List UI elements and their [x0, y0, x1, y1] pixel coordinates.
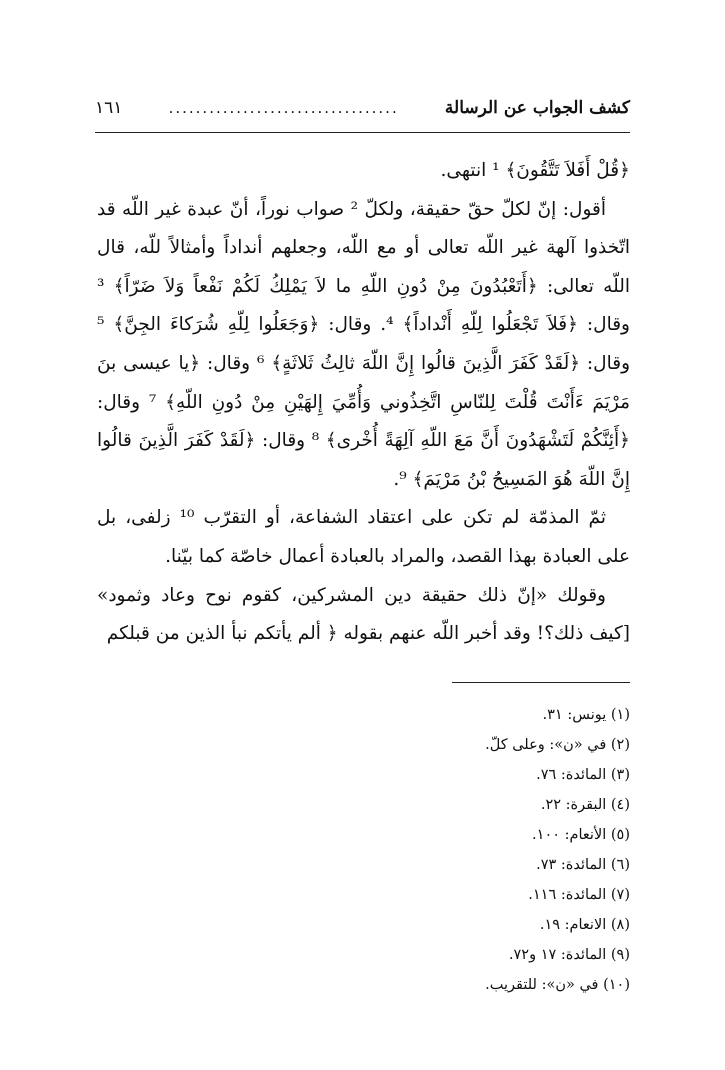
- footnote: (٨) الانعام: ١٩.: [539, 917, 630, 933]
- paragraph-4: وقولك «إنّ ذلك حقيقة دين المشركين، كقوم نوح وعاد وثمود» [كيف ذلك؟! وقد أخبر اللّه عنهم بقوله ﴿ ألم يأتكم نبأ الذين من قبلكم: [97, 584, 630, 645]
- footnote: (٤) البقرة: ٢٢.: [540, 797, 630, 813]
- footnote: (٧) المائدة: ١١٦.: [528, 887, 630, 903]
- footnote: (٣) المائدة: ٧٦.: [536, 767, 630, 783]
- footnote: (١٠) في «ن»: للتقريب.: [485, 977, 630, 993]
- footnotes: [260, 700, 630, 1000]
- footnote-separator: [452, 682, 630, 683]
- footnote: (٢) في «ن»: وعلى كلّ.: [485, 737, 630, 753]
- dot-leader: ..................................: [168, 99, 399, 117]
- running-title: كشف الجواب عن الرسالة: [444, 98, 630, 118]
- page-number: ١٦١: [95, 98, 123, 118]
- main-text: [97, 152, 630, 654]
- footnote: (٩) المائدة: ١٧ و٧٢.: [508, 947, 630, 963]
- paragraph-3: ثمّ المذمّة لم تكن على اعتقاد الشفاعة، أو التقرّب ¹⁰ زلفى، بل على العبادة بهذا القصد، والمراد بالعبادة أعمال خاصّة كما بيّنا.: [97, 507, 630, 567]
- running-header: [95, 98, 630, 133]
- footnote: (٦) المائدة: ٧٣.: [536, 857, 630, 873]
- footnote: (٥) الأنعام: ١٠٠.: [532, 827, 630, 843]
- paragraph-2: أقول: إنّ لكلّ حقّ حقيقة، ولكلّ ² صواب نوراً، أنّ عبدة غير اللّه قد اتّخذوا آلهة غير اللّه تعالى أو مع اللّه، وجعلهم أنداداً وأمثالاً للّه، قال اللّه تعالى: ﴿أَتَعْبُدُونَ مِنْ دُونِ اللّهِ ما لاَ يَمْلِكُ لَكُمْ نَفْعاً وَلاَ ضَرّاً﴾ ³ وقال: ﴿فَلاَ تَجْعَلُوا لِلّهِ أَنْداداً﴾ ⁴. وقال: ﴿وَجَعَلُوا لِلّهِ شُرَكاءَ الجِنَّ﴾ ⁵ وقال: ﴿لَقَدْ كَفَرَ الَّذِينَ قالُوا إِنَّ اللّهَ ثالِثُ ثَلاثَةٍ﴾ ⁶ وقال: ﴿يا عيسى بنَ مَرْيَمَ ءَأَنْتَ قُلْتَ لِلنّاسِ اتَّخِذُوني وَأُمِّيَ إِلهَيْنِ مِنْ دُونِ اللّهِ﴾ ⁷ وقال: ﴿أَئِنَّكُمْ لَتَشْهَدُونَ أَنَّ مَعَ اللّهِ آلِهَةً أُخْرى﴾ ⁸ وقال: ﴿لَقَدْ كَفَرَ الَّذِينَ قالُوا إِنَّ اللّهَ هُوَ المَسِيحُ بْنُ مَرْيَمَ﴾ ⁹.: [97, 198, 631, 490]
- footnote: (١) يونس: ٣١.: [542, 707, 630, 723]
- paragraph-1: ﴿قُلْ أَفَلاَ تَتَّقُونَ﴾ ¹ انتهى.: [440, 160, 630, 181]
